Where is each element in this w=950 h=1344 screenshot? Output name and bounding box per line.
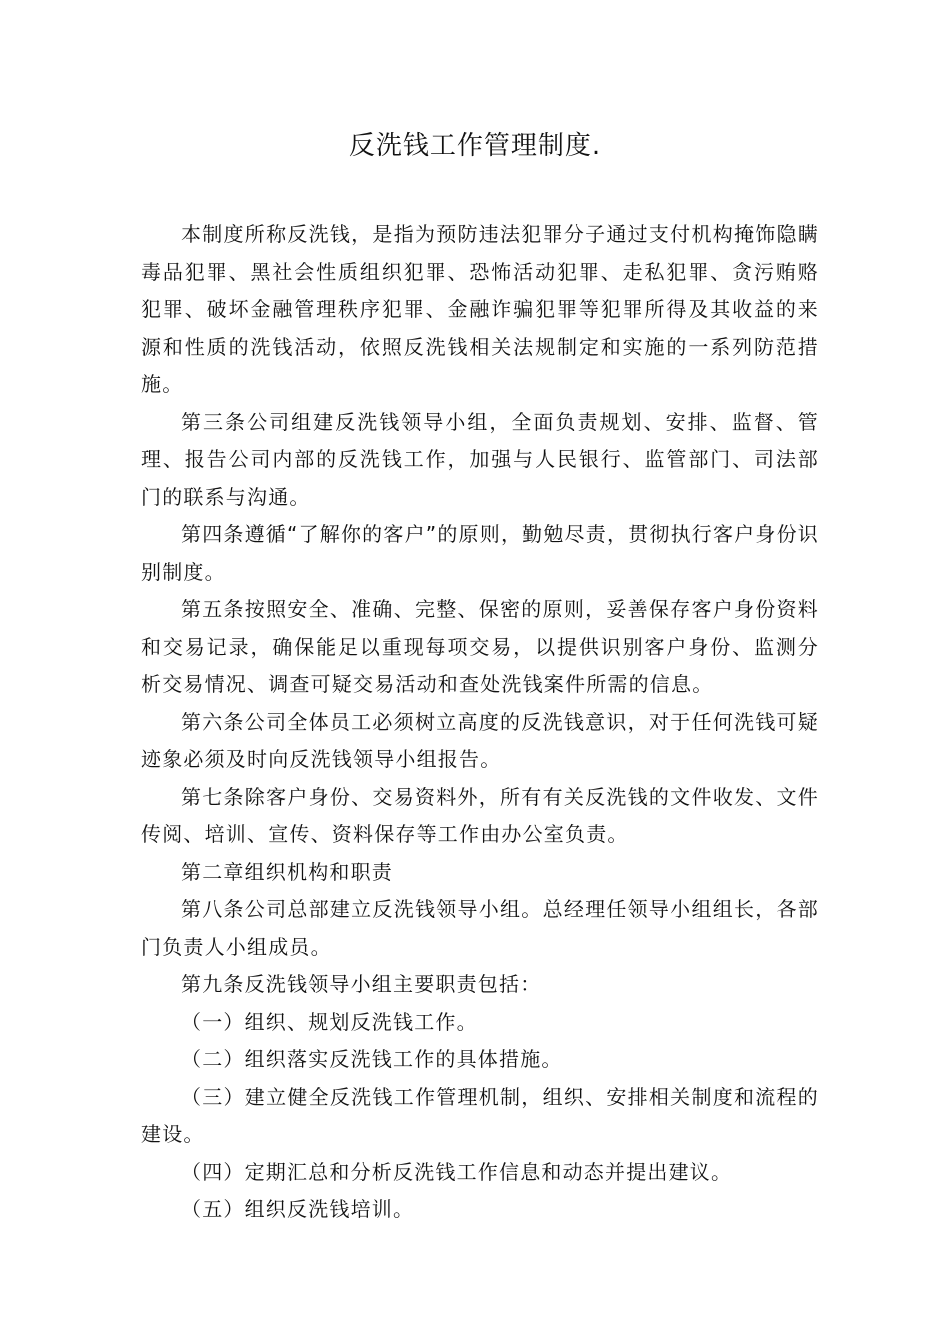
paragraph-article-5: 第五条按照安全、准确、完整、保密的原则，妥善保存客户身份资料和交易记录，确保能足以重现每项交易，以提供识别客户身份、监测分析交易情况、调查可疑交易活动和查处洗钱案件所需的信息。 (141, 597, 819, 696)
document-body (141, 216, 819, 1229)
paragraph-article-7: 第七条除客户身份、交易资料外，所有有关反洗钱的文件收发、文件传阅、培训、宣传、资料保存等工作由办公室负责。 (141, 784, 819, 846)
list-item-5: （五）组织反洗钱培训。 (181, 1197, 415, 1221)
list-item-1: （一）组织、规划反洗钱工作。 (181, 1009, 478, 1034)
list-item-4: （四）定期汇总和分析反洗钱工作信息和动态并提出建议。 (181, 1159, 733, 1184)
paragraph-definition: 本制度所称反洗钱，是指为预防违法犯罪分子通过支付机构掩饰隐瞒毒品犯罪、黑社会性质组织犯罪、恐怖活动犯罪、走私犯罪、贪污贿赂犯罪、破坏金融管理秩序犯罪、金融诈骗犯罪等犯罪所得及其收益的来源和性质的洗钱活动，依照反洗钱相关法规制定和实施的一系列防范措施。 (141, 222, 819, 396)
document-title: 反洗钱工作管理制度. (348, 131, 602, 161)
list-item-2: （二）组织落实反洗钱工作的具体措施。 (181, 1047, 563, 1071)
paragraph-article-8: 第八条公司总部建立反洗钱领导小组。总经理任领导小组组长，各部门负责人小组成员。 (141, 897, 819, 959)
paragraph-article-9: 第九条反洗钱领导小组主要职责包括： (181, 972, 542, 996)
paragraph-article-6: 第六条公司全体员工必须树立高度的反洗钱意识，对于任何洗钱可疑迹象必须及时向反洗钱领导小组报告。 (141, 709, 819, 771)
list-item-3: （三）建立健全反洗钱工作管理机制，组织、安排相关制度和流程的建设。 (141, 1084, 819, 1146)
chapter-heading-2: 第二章组织机构和职责 (181, 859, 393, 884)
paragraph-article-4: 第四条遵循“了解你的客户”的原则，勤勉尽责，贯彻执行客户身份识别制度。 (141, 522, 819, 584)
paragraph-article-3: 第三条公司组建反洗钱领导小组，全面负责规划、安排、监督、管理、报告公司内部的反洗钱工作，加强与人民银行、监管部门、司法部门的联系与沟通。 (141, 409, 819, 509)
